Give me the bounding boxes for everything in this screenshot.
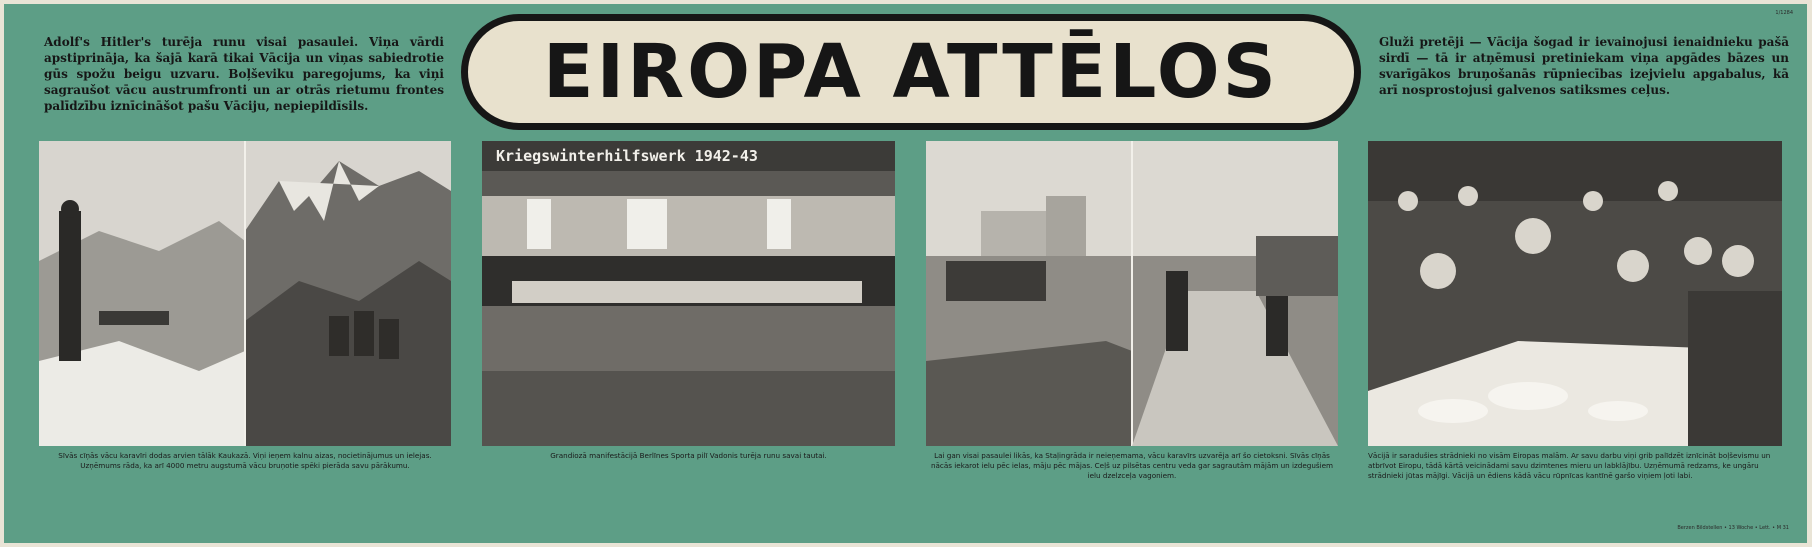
workers-meal-photo [1368,141,1782,446]
corner-code: 1/1284 [1775,10,1793,16]
page-title: EIROPA ATTĒLOS [543,29,1279,115]
hall-banner-text: Kriegswinterhilfswerk 1942-43 [496,147,758,165]
intro-text-left: Adolf's Hitler's turēja runu visai pasaulei. Viņa vārdi apstiprināja, ka šajā karā tikai Vācija un viņas sabiedrotie gūs spožu beigu uzvaru. Boļševiku paregojums, ka viņi sagraušot vācu austrumfronti un ar otrās rietumu frontes palīdzību iznīcināšot pašu Vāciju, nepiepildīsils. [44,35,444,113]
stalingrad-street-photo [926,141,1338,446]
mountain-soldiers-photo [39,141,451,446]
photo-caption-3: Lai gan visai pasaulei likās, ka Staļingrāda ir neieņemama, vācu karavīrs uzvarēja arī šo cietoksni. Sīvās cīņās nācās iekarot ielu pēc ielas, māju pēc mājas. Ceļš uz pilsētas centru veda gar sagrautām mājām un izdegušiem ielu dzelzceļa vagoniem. [930,451,1334,480]
poster [4,4,1807,543]
printer-note: Berzen Bildstellen • 13 Woche • Lett. • M 31 [1677,525,1789,531]
photo-caption-1: Sīvās cīņās vācu karavīri dodas arvien tālāk Kaukazā. Viņi ieņem kalnu aizas, nocietinājumus un ielejas. Uzņēmums rāda, ka arī 4000 metru augstumā vācu bruņotie spēki pierāda savu pārākumu. [58,451,432,470]
photo-caption-4: Vācijā ir saradušies strādnieki no visām Eiropas malām. Ar savu darbu viņi grib palīdzēt iznīcināt boļševismu un atbrīvot Eiropu, tādā kārtā veicinādami savu dzimtenes mieru un labklājību. Uzņēmumā redzams, ke ungāru strādnieki jūtas mājīgi. Vācijā un ēdiens kādā vācu rūpnīcas kantīnē garšo viņiem ļoti labi. [1368,451,1771,480]
title-banner [461,14,1361,130]
rally-hall-photo [482,141,895,446]
intro-text-right: Gluži pretēji — Vācija šogad ir ievainojusi ienaidnieku pašā sirdī — tā ir atņēmusi pretiniekam viņa apgādes bāzes un svarīgākos bruņošanās rūpniecības izejvielu apgabalus, kā arī nosprostojusi galvenos satiksmes ceļus. [1379,35,1789,97]
photo-caption-2: Grandiozā manifestācijā Berlīnes Sporta pilī Vadonis turēja runu savai tautai. [550,451,827,460]
